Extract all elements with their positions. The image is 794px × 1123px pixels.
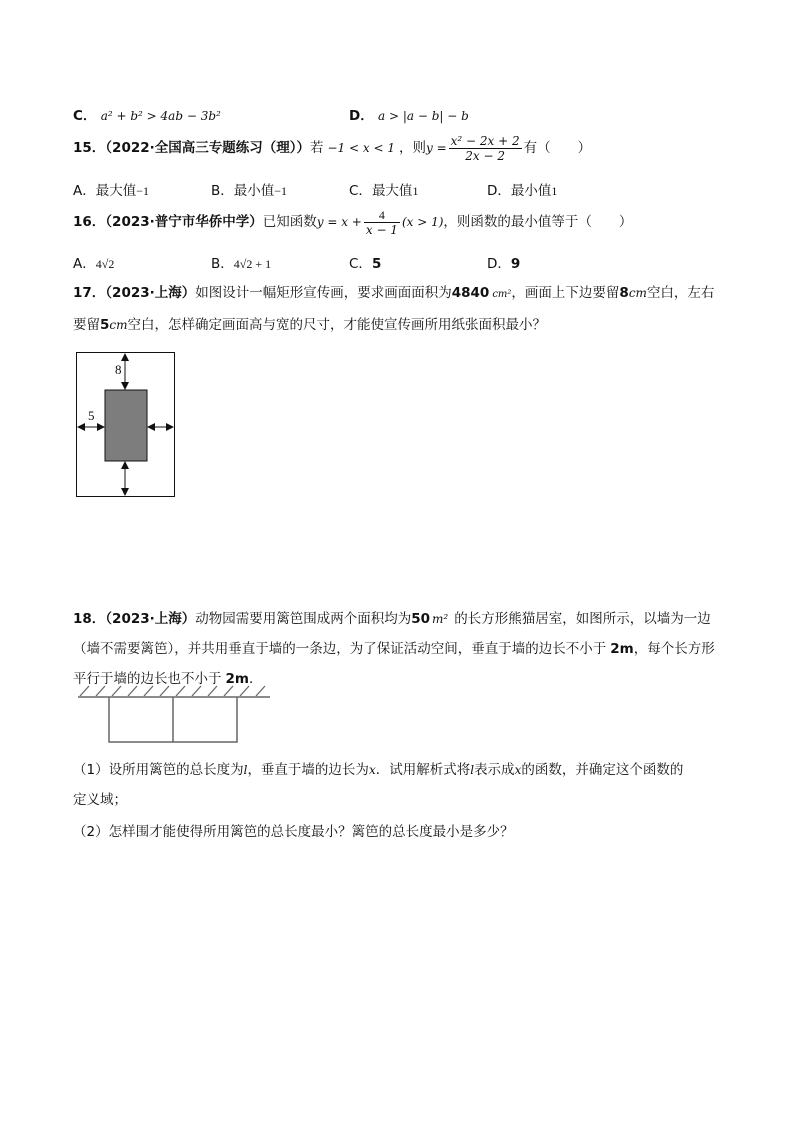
question-text: ，每个长方 [633, 641, 702, 657]
question-source: （2023·普宁市华侨中学） [105, 214, 263, 230]
poster-figure [74, 350, 178, 500]
question-text: 空白，左右 [646, 285, 715, 301]
question-number: 17． [73, 285, 106, 301]
question-text: 如图设计一幅矩形宣传画，要求画面面积为 [195, 285, 452, 301]
option-value: 4√2 [95, 257, 115, 271]
option-value: 5 [371, 256, 382, 272]
condition: −1 < x < 1 [327, 141, 395, 155]
option-value: −1 [136, 184, 150, 198]
q14-option-d [349, 104, 469, 124]
option-text: 最小值 [233, 183, 275, 199]
denominator: x − 1 [365, 222, 398, 237]
variable-l: l [243, 763, 248, 777]
function-lhs: y = [425, 141, 447, 155]
area-value: 50 [411, 611, 431, 627]
q15-option-d [487, 179, 557, 199]
question-text: 动物园需要用篱笆围成两个面积均为 [195, 611, 412, 627]
option-label: D． [487, 256, 511, 272]
question-15 [73, 133, 591, 163]
question-text: ． [248, 671, 263, 687]
option-label: D． [349, 108, 374, 124]
q14-option-c [73, 104, 221, 124]
question-text: 若 [310, 140, 324, 156]
denominator: 2x − 2 [449, 148, 522, 163]
option-expression: a > |a − b| − b [378, 109, 469, 123]
question-text: ，画面上下边要留 [511, 285, 620, 301]
unit: cm [628, 286, 647, 300]
label-top-margin: 8 [115, 362, 122, 377]
question-number: 16． [73, 214, 106, 230]
option-label: D． [487, 183, 511, 199]
question-source: （2022·全国高三专题练习（理）） [105, 140, 310, 156]
question-text: 有（ ） [523, 140, 592, 156]
top-margin-value: 8 [619, 285, 629, 301]
fence [109, 697, 237, 742]
question-text: 设所用篱笆的总长度为 [108, 762, 244, 778]
option-label: A． [73, 256, 96, 272]
fence-figure [74, 683, 274, 747]
question-text: 要留 [73, 317, 100, 333]
numerator: x² − 2x + 2 [450, 133, 520, 148]
option-expression: a² + b² > 4ab − 3b² [100, 109, 221, 123]
option-text: 最大值 [371, 183, 413, 199]
part-label: （2） [73, 824, 109, 840]
label-side-margin: 5 [88, 408, 95, 423]
area-value: 4840 [451, 285, 490, 301]
option-label: C． [73, 108, 97, 124]
q18-part-1 [73, 755, 723, 815]
question-text: ．试用解析式将 [375, 762, 471, 778]
question-number: 18． [73, 611, 106, 627]
question-text: （墙不需要篱笆），并共用垂直于墙的一条边，为了保证活动空间，垂直于墙的边长不小于 [73, 641, 607, 657]
question-text: ，则 [398, 140, 426, 156]
option-label: B． [211, 183, 234, 199]
area-unit: m² [432, 612, 449, 626]
option-label: B． [211, 256, 234, 272]
q18-part-2 [73, 817, 514, 847]
question-text: ，则函数的最小值等于（ ） [443, 214, 633, 230]
wall-hatching [80, 686, 265, 696]
numerator: 4 [378, 207, 385, 222]
condition: (x > 1) [401, 215, 444, 229]
option-value: 4√2 + 1 [233, 257, 272, 271]
question-18 [73, 604, 723, 694]
variable-l: l [470, 763, 475, 777]
area-unit: cm² [492, 289, 512, 300]
question-text: 的长方形熊猫居室，如图所示，以墙为一边 [454, 611, 711, 627]
question-text: 表示成 [474, 762, 515, 778]
q15-option-a [73, 179, 149, 199]
fraction [449, 134, 522, 163]
question-number: 15． [73, 140, 106, 156]
q15-option-b [211, 179, 287, 199]
question-16 [73, 207, 632, 237]
q16-option-d [487, 252, 520, 272]
option-value: 1 [412, 184, 419, 198]
question-text: 空白，怎样确定画面高与宽的尺寸，才能使宣传画所用纸张面积最小？ [127, 317, 547, 333]
question-text: 怎样围才能使得所用篱笆的总长度最小？篱笆的总长度最小是多少？ [108, 824, 514, 840]
question-source: （2023·上海） [105, 611, 196, 627]
option-label: C． [349, 183, 372, 199]
option-text: 最小值 [510, 183, 552, 199]
min-length: 2m [610, 641, 634, 657]
question-text: 的函数，并确定这个函数的 [521, 762, 684, 778]
option-value: −1 [274, 184, 288, 198]
variable-x: x [514, 763, 522, 777]
variable-x: x [368, 763, 376, 777]
question-source: （2023·上海） [105, 285, 196, 301]
option-value: 9 [510, 256, 521, 272]
picture-area [105, 390, 147, 461]
fraction [364, 208, 400, 237]
part-label: （1） [73, 762, 109, 778]
option-text: 最大值 [95, 183, 137, 199]
function-lhs: y = x + [316, 215, 362, 229]
option-value: 1 [551, 184, 558, 198]
option-label: C． [349, 256, 372, 272]
min-length: 2m [225, 671, 249, 687]
question-text: ，垂直于墙的边长为 [247, 762, 369, 778]
q16-option-b [211, 252, 271, 272]
question-text: 形平行于墙的边长也不小于 [73, 641, 715, 687]
option-label: A． [73, 183, 96, 199]
question-17 [73, 278, 723, 340]
q16-option-a [73, 252, 114, 272]
unit: cm [109, 318, 128, 332]
side-margin-value: 5 [100, 317, 110, 333]
question-text: 已知函数 [262, 214, 317, 230]
q15-option-c [349, 179, 418, 199]
q16-option-c [349, 252, 381, 272]
question-text: 定义域； [73, 792, 127, 808]
